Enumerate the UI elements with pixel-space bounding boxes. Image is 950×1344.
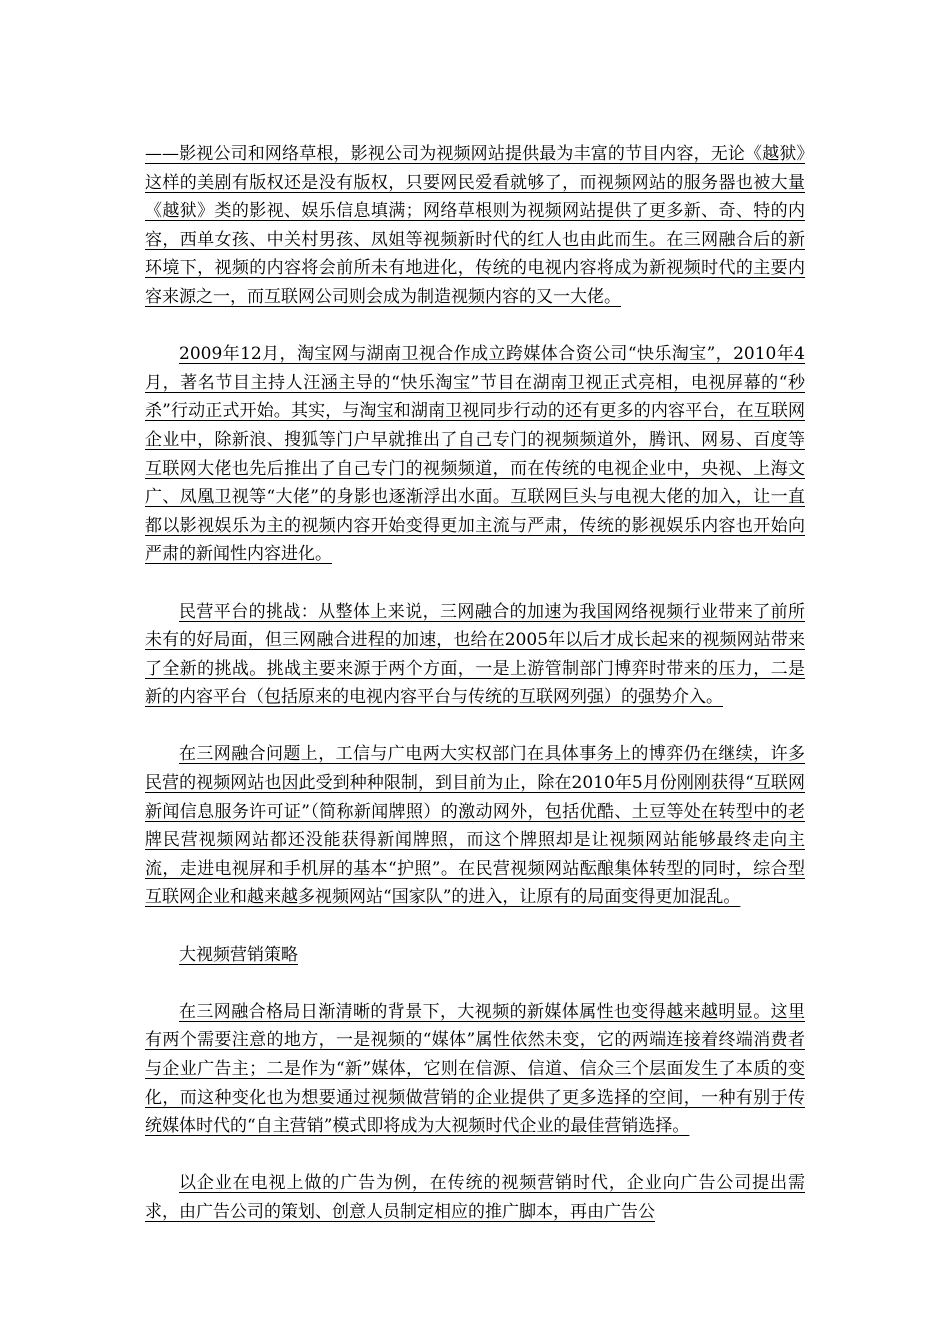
paragraph-4 (145, 740, 805, 912)
document-body (145, 140, 805, 1227)
paragraph-1 (145, 140, 805, 312)
paragraph-5-text: 在三网融合格局日渐清晰的背景下，大视频的新媒体属性也变得越来越明显。这里有两个需要注意的地方，一是视频的“媒体”属性依然未变，它的两端连接着终端消费者与企业广告主；二是作为“新”媒体，它则在信源、信道、信众三个层面发生了本质的变化，而这种变化也为想要通过视频做营销的企业提供了更多选择的空间，一种有别于传统媒体时代的“自主营销”模式即将成为大视频时代企业的最佳营销选择。 (145, 1001, 805, 1137)
paragraph-6 (145, 1169, 805, 1226)
paragraph-2 (145, 340, 805, 569)
paragraph-3 (145, 598, 805, 712)
paragraph-4-text: 在三网融合问题上，工信与广电两大实权部门在具体事务上的博弈仍在继续，许多民营的视频网站也因此受到种种限制，到目前为止，除在2010年5月份刚刚获得“互联网新闻信息服务许可证”（简称新闻牌照）的激动网外，包括优酷、土豆等处在转型中的老牌民营视频网站都还没能获得新闻牌照，而这个牌照却是让视频网站能够最终走向主流，走进电视屏和手机屏的基本“护照”。在民营视频网站酝酿集体转型的同时，综合型互联网企业和越来越多视频网站“国家队”的进入，让原有的局面变得更加混乱。 (145, 744, 805, 908)
section-heading (145, 941, 805, 970)
paragraph-5 (145, 998, 805, 1141)
paragraph-3-text: 民营平台的挑战：从整体上来说，三网融合的加速为我国网络视频行业带来了前所未有的好局面，但三网融合进程的加速，也给在2005年以后才成长起来的视频网站带来了全新的挑战。挑战主要来源于两个方面，一是上游管制部门博弈时带来的压力，二是新的内容平台（包括原来的电视内容平台与传统的互联网列强）的强势介入。 (145, 601, 805, 708)
paragraph-2-text: 2009年12月，淘宝网与湖南卫视合作成立跨媒体合资公司“快乐淘宝”，2010年4月，著名节目主持人汪涵主导的“快乐淘宝”节目在湖南卫视正式亮相，电视屏幕的“秒杀”行动正式开始。其实，与淘宝和湖南卫视同步行动的还有更多的内容平台，在互联网企业中，除新浪、搜狐等门户早就推出了自己专门的视频频道外，腾讯、网易、百度等互联网大佬也先后推出了自己专门的视频频道，而在传统的电视企业中，央视、上海文广、凤凰卫视等“大佬”的身影也逐渐浮出水面。互联网巨头与电视大佬的加入，让一直都以影视娱乐为主的视频内容开始变得更加主流与严肃，传统的影视娱乐内容也开始向严肃的新闻性内容进化。 (145, 344, 805, 565)
paragraph-1-text: ——影视公司和网络草根，影视公司为视频网站提供最为丰富的节目内容，无论《越狱》这样的美剧有版权还是没有版权，只要网民爱看就够了，而视频网站的服务器也被大量《越狱》类的影视、娱乐信息填满；网络草根则为视频网站提供了更多新、奇、特的内容，西单女孩、中关村男孩、凤姐等视频新时代的红人也由此而生。在三网融合后的新环境下，视频的内容将会前所未有地进化，传统的电视内容将成为新视频时代的主要内容来源之一，而互联网公司则会成为制造视频内容的又一大佬。 (145, 144, 805, 307)
section-heading-text: 大视频营销策略 (179, 944, 298, 965)
paragraph-6-text: 以企业在电视上做的广告为例，在传统的视频营销时代，企业向广告公司提出需求，由广告公司的策划、创意人员制定相应的推广脚本，再由广告公 (145, 1173, 805, 1222)
